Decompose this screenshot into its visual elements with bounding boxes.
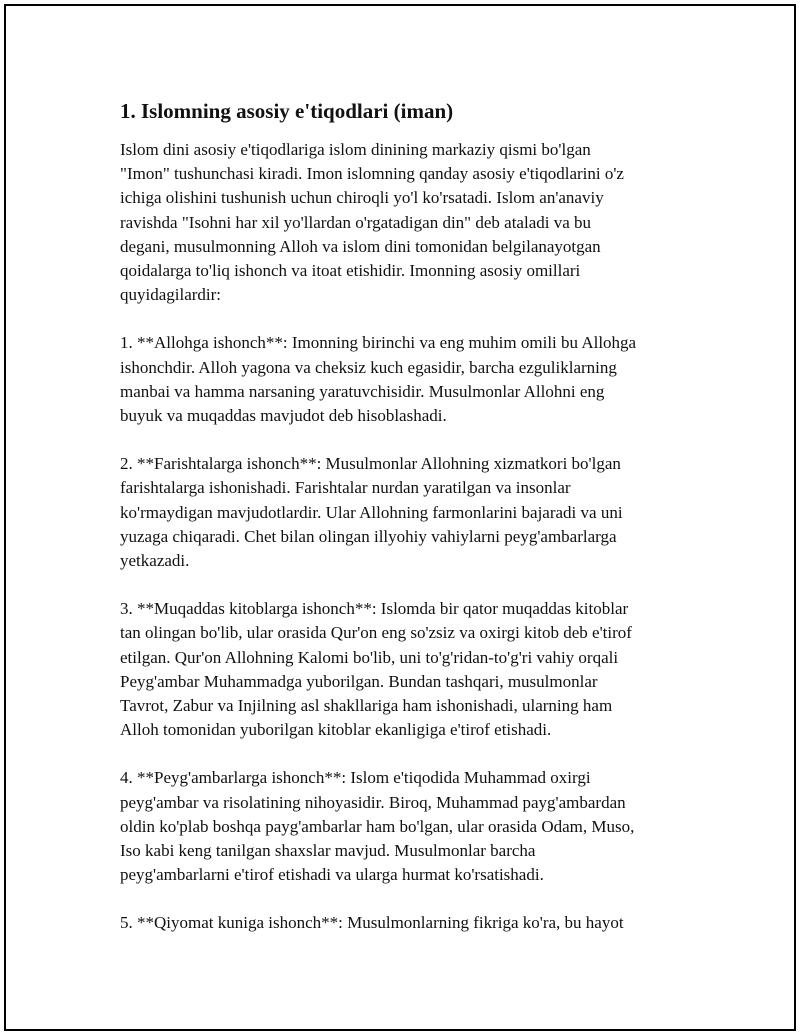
paragraph-item-2 — [120, 452, 720, 573]
text-line: Peyg'ambar Muhammadga yuborilgan. Bundan tashqari, musulmonlar — [120, 671, 598, 691]
text-line: ichiga olishini tushunish uchun chiroqli yo'l ko'rsatadi. Islom an'anaviy — [120, 188, 604, 208]
paragraph-item-5 — [120, 911, 720, 935]
text-line: 2. **Farishtalarga ishonch**: Musulmonlar Allohning xizmatkori bo'lgan — [120, 454, 621, 474]
text-line: 3. **Muqaddas kitoblarga ishonch**: Islomda bir qator muqaddas kitoblar — [120, 599, 629, 619]
text-line: "Imon" tushunchasi kiradi. Imon islomning qanday asosiy e'tiqodlarini o'z — [120, 164, 624, 184]
text-line: peyg'ambar va risolatining nihoyasidir. Biroq, Muhammad payg'ambardan — [120, 792, 626, 812]
text-line: ko'rmaydigan mavjudotlardir. Ular Allohning farmonlarini bajaradi va uni — [120, 502, 623, 522]
paragraph-item-3 — [120, 597, 720, 742]
text-line: qoidalarga to'liq ishonch va itoat etishidir. Imonning asosiy omillari — [120, 261, 581, 281]
text-line: degani, musulmonning Alloh va islom dini tomonidan belgilanayotgan — [120, 236, 601, 256]
text-line: etilgan. Qur'on Allohning Kalomi bo'lib, uni to'g'ridan-to'g'ri vahiy orqali — [120, 647, 619, 667]
text-line: yuzaga chiqaradi. Chet bilan olingan illyohiy vahiylarni peyg'ambarlarga — [120, 526, 617, 546]
text-line: Tavrot, Zabur va Injilning asl shakllariga ham ishonishadi, ularning ham — [120, 696, 613, 716]
text-line: tan olingan bo'lib, ular orasida Qur'on eng so'zsiz va oxirgi kitob deb e'tirof — [120, 623, 632, 643]
paragraph-item-1 — [120, 331, 720, 428]
text-line: farishtalarga ishonishadi. Farishtalar nurdan yaratilgan va insonlar — [120, 478, 571, 498]
paragraph-intro — [120, 138, 720, 307]
text-line: Iso kabi keng tanilgan shaxslar mavjud. Musulmonlar barcha — [120, 841, 536, 861]
text-line: oldin ko'plab boshqa payg'ambarlar ham bo'lgan, ular orasida Odam, Muso, — [120, 816, 635, 836]
text-line: buyuk va muqaddas mavjudot deb hisoblashadi. — [120, 406, 447, 426]
text-line: yetkazadi. — [120, 551, 190, 571]
document-content — [120, 98, 720, 960]
text-line: 4. **Peyg'ambarlarga ishonch**: Islom e'tiqodida Muhammad oxirgi — [120, 768, 591, 788]
text-line: Islom dini asosiy e'tiqodlariga islom dinining markaziy qismi bo'lgan — [120, 140, 591, 159]
document-heading: 1. Islomning asosiy e'tiqodlari (iman) — [120, 99, 454, 123]
text-line: peyg'ambarlarni e'tirof etishadi va ularga hurmat ko'rsatishadi. — [120, 865, 544, 885]
text-line: 5. **Qiyomat kuniga ishonch**: Musulmonlarning fikriga ko'ra, bu hayot — [120, 913, 624, 933]
text-line: 1. **Allohga ishonch**: Imonning birinchi va eng muhim omili bu Allohga — [120, 333, 637, 353]
paragraph-item-4 — [120, 766, 720, 887]
text-line: manbai va hamma narsaning yaratuvchisidir. Musulmonlar Allohni eng — [120, 381, 605, 401]
text-line: Alloh tomonidan yuborilgan kitoblar ekanligiga e'tirof etishadi. — [120, 720, 552, 740]
text-line: ravishda "Isohni har xil yo'llardan o'rgatadigan din" deb ataladi va bu — [120, 212, 592, 232]
document-page — [4, 4, 796, 1031]
text-line: quyidagilardir: — [120, 285, 222, 305]
text-line: ishonchdir. Alloh yagona va cheksiz kuch egasidir, barcha ezguliklarning — [120, 357, 617, 377]
